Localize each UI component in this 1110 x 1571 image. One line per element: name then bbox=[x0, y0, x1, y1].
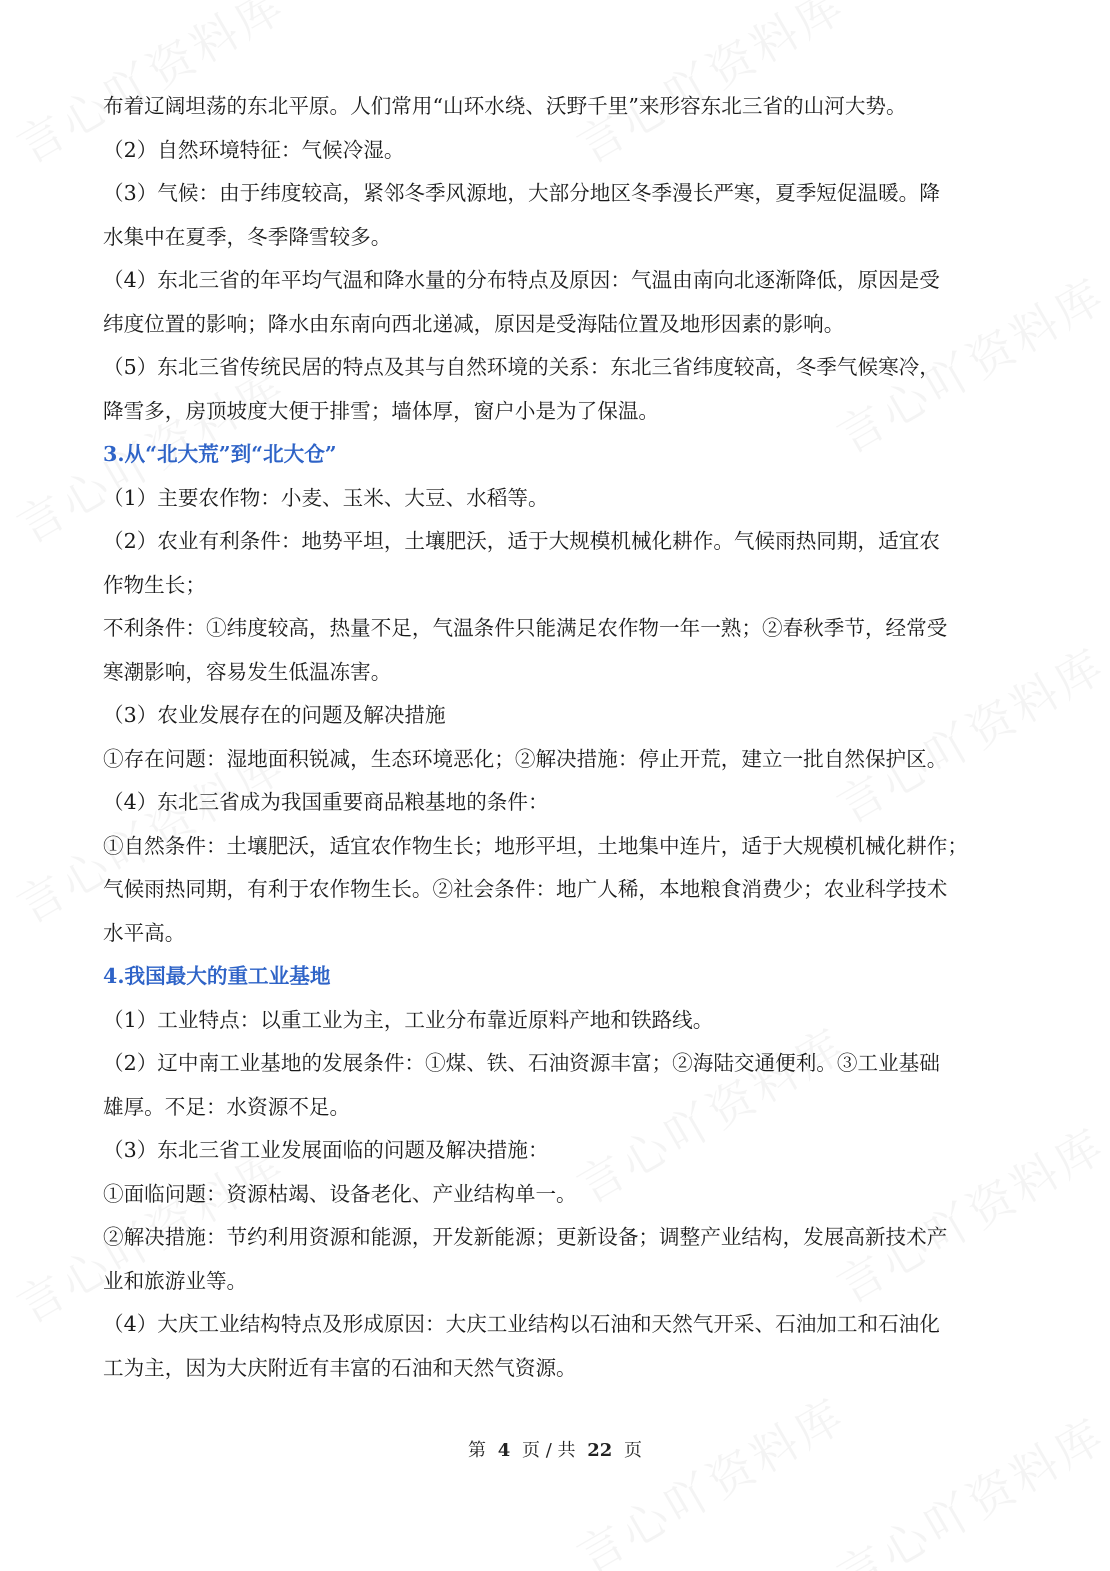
text-line: （2）农业有利条件：地势平坦，土壤肥沃，适于大规模机械化耕作。气候雨热同期，适宜农 bbox=[103, 529, 940, 553]
text-line: （5）东北三省传统民居的特点及其与自然环境的关系：东北三省纬度较高，冬季气候寒冷， bbox=[103, 355, 940, 379]
text-line: （4）东北三省的年平均气温和降水量的分布特点及原因：气温由南向北逐渐降低，原因是受 bbox=[103, 268, 940, 292]
footer-prefix: 第 bbox=[467, 1440, 486, 1461]
text-line: 降雪多，房顶坡度大便于排雪；墙体厚，窗户小是为了保温。 bbox=[103, 399, 660, 423]
text-line: （3）农业发展存在的问题及解决措施 bbox=[103, 703, 446, 727]
text-line: （1）工业特点：以重工业为主，工业分布靠近原料产地和铁路线。 bbox=[103, 1008, 714, 1032]
text-line: ①面临问题：资源枯竭、设备老化、产业结构单一。 bbox=[103, 1182, 577, 1206]
text-line: 作物生长； bbox=[103, 573, 206, 597]
footer-total-pages: 22 bbox=[587, 1440, 613, 1461]
page-footer bbox=[0, 1436, 1110, 1466]
watermark-text bbox=[824, 629, 1110, 836]
watermark-text bbox=[564, 1379, 857, 1571]
text-line: ①存在问题：湿地面积锐减，生态环境恶化；②解决措施：停止开荒，建立一批自然保护区。 bbox=[103, 747, 948, 771]
text-line: 工为主，因为大庆附近有丰富的石油和天然气资源。 bbox=[103, 1356, 577, 1380]
section-heading: 4.我国最大的重工业基地 bbox=[103, 964, 331, 988]
footer-page-number: 4 bbox=[497, 1440, 511, 1461]
text-line: 纬度位置的影响；降水由东南向西北递减，原因是受海陆位置及地形因素的影响。 bbox=[103, 312, 845, 336]
text-line: 水集中在夏季，冬季降雪较多。 bbox=[103, 225, 392, 249]
text-line: ②解决措施：节约利用资源和能源，开发新能源；更新设备；调整产业结构，发展高新技术产 bbox=[103, 1225, 948, 1249]
footer-mid: 页 / 共 bbox=[521, 1440, 576, 1461]
text-line: 布着辽阔坦荡的东北平原。人们常用“山环水绕、沃野千里”来形容东北三省的山河大势。 bbox=[103, 94, 907, 118]
text-line: （1）主要农作物：小麦、玉米、大豆、水稻等。 bbox=[103, 486, 549, 510]
section-heading: 3.从“北大荒”到“北大仓” bbox=[103, 442, 337, 466]
text-line: 业和旅游业等。 bbox=[103, 1269, 248, 1293]
footer-suffix: 页 bbox=[624, 1440, 643, 1461]
text-line: （2）辽中南工业基地的发展条件：①煤、铁、石油资源丰富；②海陆交通便利。③工业基础 bbox=[103, 1051, 940, 1075]
text-line: 寒潮影响，容易发生低温冻害。 bbox=[103, 660, 392, 684]
text-line: 气候雨热同期，有利于农作物生长。②社会条件：地广人稀，本地粮食消费少；农业科学技术 bbox=[103, 877, 948, 901]
text-line: 水平高。 bbox=[103, 921, 186, 945]
text-line: （4）东北三省成为我国重要商品粮基地的条件： bbox=[103, 790, 549, 814]
watermark-text bbox=[824, 1399, 1110, 1571]
text-line: （3）气候：由于纬度较高，紧邻冬季风源地，大部分地区冬季漫长严寒，夏季短促温暖。降 bbox=[103, 181, 940, 205]
text-line: （2）自然环境特征：气候冷湿。 bbox=[103, 138, 405, 162]
text-line: （3）东北三省工业发展面临的问题及解决措施： bbox=[103, 1138, 549, 1162]
text-line: ①自然条件：土壤肥沃，适宜农作物生长；地形平坦，土地集中连片，适于大规模机械化耕作； bbox=[103, 834, 968, 858]
text-line: 雄厚。不足：水资源不足。 bbox=[103, 1095, 351, 1119]
watermark-text bbox=[824, 1109, 1110, 1316]
text-line: 不利条件：①纬度较高，热量不足，气温条件只能满足农作物一年一熟；②春秋季节，经常受 bbox=[103, 616, 948, 640]
text-line: （4）大庆工业结构特点及形成原因：大庆工业结构以石油和天然气开采、石油加工和石油化 bbox=[103, 1312, 940, 1336]
